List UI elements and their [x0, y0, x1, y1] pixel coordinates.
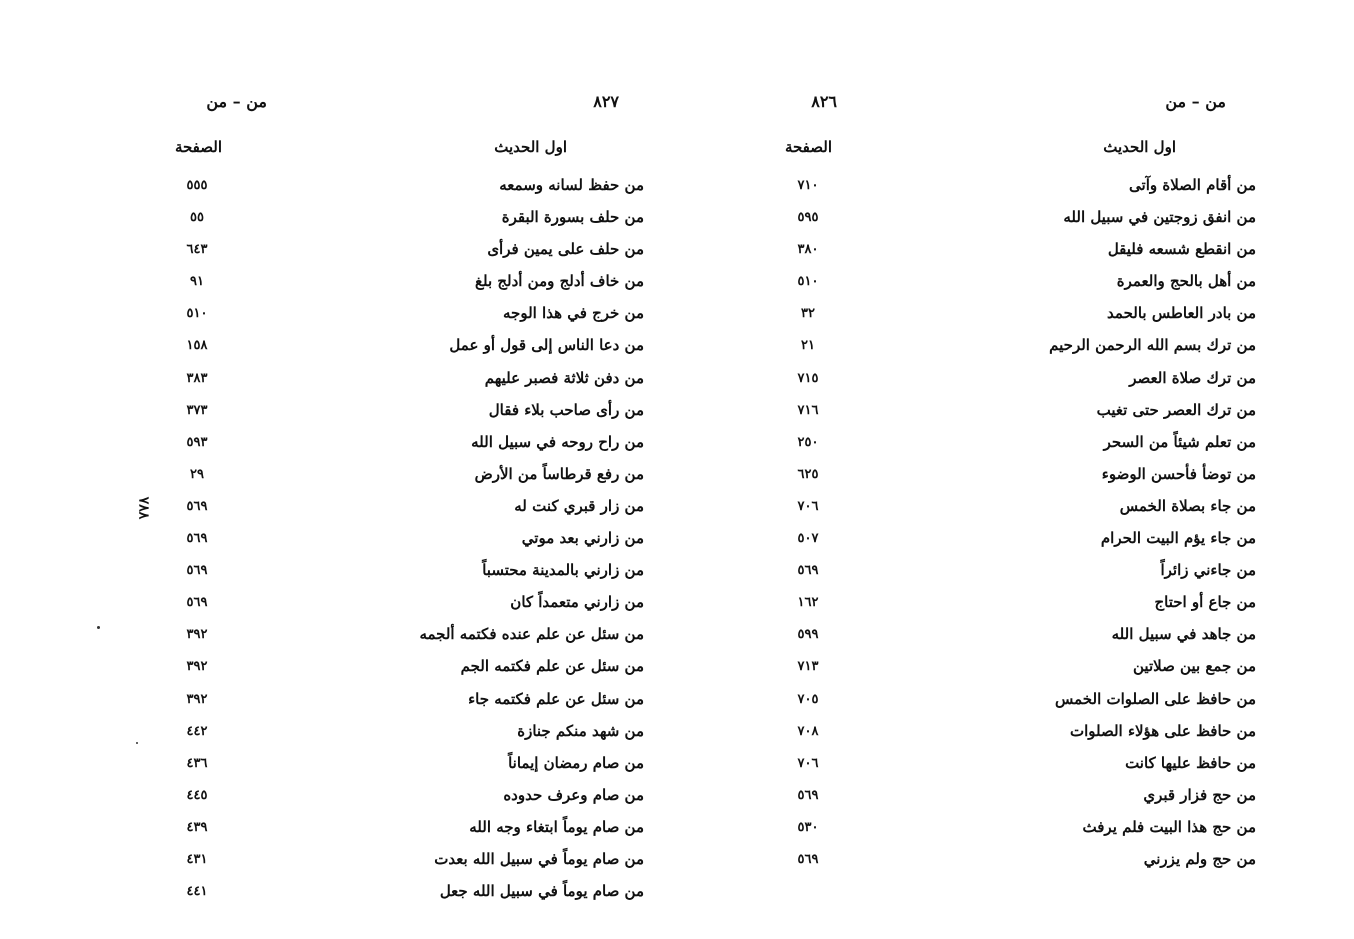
hadith-entry — [677, 525, 1354, 557]
hadith-page-number: ٤٤٢ — [186, 723, 208, 739]
marginal-number: ٧٨٨ — [135, 496, 152, 520]
hadith-page-number: ٥٦٩ — [186, 563, 208, 579]
hadith-page-number: ٥٦٩ — [186, 595, 208, 611]
hadith-page-number: ٤٣٦ — [186, 755, 208, 771]
hadith-opening-text: من توضأ فأحسن الوضوء — [1101, 464, 1256, 483]
hadith-page-number: ٣٩٢ — [186, 627, 208, 643]
hadith-page-number: ٥٥٥ — [186, 178, 208, 193]
hadith-opening-text: من صام يوماً في سبيل الله جعل — [439, 882, 644, 901]
hadith-entry — [0, 493, 677, 525]
hadith-page-number: ٥٩٣ — [186, 434, 208, 450]
right-page-number: ٨٢٦ — [811, 92, 837, 111]
hadith-opening-text: من صام رمضان إيماناً — [508, 753, 644, 772]
hadith-entry — [677, 846, 1354, 878]
hadith-opening-text: من زارني بعد موتي — [521, 529, 644, 548]
hadith-entry — [677, 621, 1354, 653]
hadith-opening-text: من انقطع شسعه فليقل — [1107, 240, 1256, 259]
hadith-page-number: ٥١٠ — [797, 274, 819, 290]
right-running-title: من – من — [1165, 92, 1226, 111]
hadith-entry — [0, 621, 677, 653]
hadith-opening-text: من راح روحه في سبيل الله — [471, 432, 644, 451]
hadith-page-number: ٥٦٩ — [797, 787, 819, 803]
hadith-opening-text: من بادر العاطس بالحمد — [1107, 304, 1256, 323]
scan-speck — [136, 742, 138, 744]
hadith-entry — [0, 236, 677, 268]
hadith-page-number: ٧٠٨ — [797, 723, 819, 739]
left-hadith-list — [0, 172, 677, 910]
hadith-entry — [677, 204, 1354, 236]
hadith-opening-text: من ترك صلاة العصر — [1129, 368, 1256, 387]
hadith-page-number: ٣٨٠ — [797, 242, 819, 258]
hadith-entry — [677, 814, 1354, 846]
hadith-entry — [677, 365, 1354, 397]
hadith-entry — [677, 686, 1354, 718]
hadith-entry — [677, 429, 1354, 461]
hadith-opening-text: من سئل عن علم عنده فكتمه ألجمه — [419, 625, 644, 644]
hadith-opening-text: من حافظ على الصلوات الخمس — [1055, 689, 1256, 708]
right-col-hadith-heading: اول الحديث — [1103, 138, 1176, 156]
right-hadith-list — [677, 172, 1354, 878]
hadith-opening-text: من خاف أدلج ومن أدلج بلغ — [475, 272, 644, 291]
hadith-page-number: ١٦٢ — [797, 595, 819, 611]
hadith-entry — [677, 750, 1354, 782]
hadith-page-number: ٣٨٣ — [186, 370, 208, 386]
hadith-page-number: ٧١٠ — [797, 178, 819, 193]
hadith-entry — [0, 846, 677, 878]
hadith-entry — [0, 300, 677, 332]
hadith-entry — [0, 172, 677, 204]
hadith-opening-text: من زارني متعمداً كان — [510, 593, 644, 612]
left-running-title: من – من — [206, 92, 267, 111]
hadith-opening-text: من أهل بالحج والعمرة — [1116, 272, 1256, 291]
hadith-opening-text: من حج هذا البيت فلم يرفث — [1082, 817, 1256, 836]
hadith-entry — [0, 589, 677, 621]
hadith-entry — [677, 300, 1354, 332]
hadith-entry — [0, 814, 677, 846]
hadith-opening-text: من جاء يؤم البيت الحرام — [1100, 529, 1256, 548]
hadith-page-number: ٤٣١ — [186, 851, 208, 867]
hadith-opening-text: من خرج في هذا الوجه — [503, 304, 644, 323]
hadith-entry — [677, 236, 1354, 268]
hadith-opening-text: من صام يوماً ابتغاء وجه الله — [469, 817, 644, 836]
hadith-entry — [677, 493, 1354, 525]
hadith-page-number: ٤٤١ — [186, 884, 208, 900]
hadith-opening-text: من حلف على يمين فرأى — [487, 240, 644, 259]
hadith-page-number: ٧١٦ — [797, 402, 819, 418]
hadith-opening-text: من سئل عن علم فكتمه الجم — [460, 657, 644, 676]
hadith-entry — [677, 461, 1354, 493]
hadith-opening-text: من شهد منكم جنازة — [517, 721, 644, 740]
hadith-page-number: ٣٢ — [801, 306, 815, 322]
hadith-opening-text: من صام وعرف حدوده — [503, 785, 644, 804]
hadith-page-number: ٥٦٩ — [186, 531, 208, 547]
hadith-opening-text: من جمع بين صلاتين — [1133, 657, 1256, 676]
left-col-hadith-heading: اول الحديث — [494, 138, 567, 156]
hadith-opening-text: من جاءني زائراً — [1160, 561, 1256, 580]
hadith-opening-text: من حلف بسورة البقرة — [501, 208, 644, 227]
left-col-page-heading: الصفحة — [174, 138, 222, 156]
hadith-opening-text: من جاهد في سبيل الله — [1111, 625, 1256, 644]
hadith-opening-text: من دعا الناس إلى قول أو عمل — [449, 336, 644, 355]
hadith-entry — [0, 750, 677, 782]
hadith-opening-text: من حج ولم يزرني — [1143, 849, 1256, 868]
hadith-opening-text: من تعلم شيئاً من السحر — [1103, 432, 1256, 451]
hadith-opening-text: من أقام الصلاة وآتى — [1129, 176, 1256, 194]
hadith-opening-text: من صام يوماً في سبيل الله بعدت — [434, 849, 644, 868]
hadith-entry — [677, 332, 1354, 364]
hadith-page-number: ٢١ — [801, 338, 815, 354]
hadith-page-number: ٣٩٢ — [186, 659, 208, 675]
hadith-entry — [677, 718, 1354, 750]
hadith-opening-text: من انفق زوجتين في سبيل الله — [1063, 208, 1256, 227]
hadith-entry — [0, 332, 677, 364]
hadith-page-number: ٧١٣ — [797, 659, 819, 675]
hadith-opening-text: من جاع أو احتاج — [1154, 593, 1256, 612]
hadith-opening-text: من زارني بالمدينة محتسباً — [482, 561, 644, 580]
hadith-opening-text: من جاء بصلاة الخمس — [1119, 496, 1256, 515]
hadith-page-number: ٣٧٣ — [186, 402, 208, 418]
hadith-page-number: ٤٣٩ — [186, 819, 208, 835]
hadith-entry — [677, 589, 1354, 621]
hadith-entry — [0, 461, 677, 493]
hadith-entry — [0, 782, 677, 814]
hadith-entry — [0, 557, 677, 589]
hadith-entry — [677, 557, 1354, 589]
left-page-number: ٨٢٧ — [593, 92, 619, 111]
hadith-opening-text: من ترك العصر حتى تغيب — [1096, 400, 1256, 419]
hadith-page-number: ٥٩٩ — [797, 627, 819, 643]
hadith-page-number: ٥٩٥ — [797, 210, 819, 226]
hadith-page-number: ٧١٥ — [797, 370, 819, 386]
hadith-entry — [0, 429, 677, 461]
hadith-opening-text: من رفع قرطاساً من الأرض — [474, 464, 644, 483]
hadith-entry — [0, 268, 677, 300]
hadith-opening-text: من حافظ على هؤلاء الصلوات — [1069, 721, 1256, 740]
hadith-entry — [0, 653, 677, 685]
hadith-opening-text: من حج فزار قبري — [1143, 785, 1256, 804]
hadith-entry — [0, 686, 677, 718]
hadith-entry — [677, 172, 1354, 204]
hadith-page-number: ٧٠٦ — [797, 755, 819, 771]
hadith-entry — [677, 268, 1354, 300]
hadith-page-number: ٦٤٣ — [186, 242, 208, 258]
hadith-page-number: ٥٠٧ — [797, 531, 819, 547]
hadith-opening-text: من حافظ عليها كانت — [1125, 753, 1256, 772]
scan-speck — [97, 626, 100, 629]
hadith-opening-text: من دفن ثلاثة فصبر عليهم — [484, 368, 644, 387]
hadith-page-number: ٧٠٥ — [797, 691, 819, 707]
hadith-page-number: ٥١٠ — [186, 306, 208, 322]
hadith-opening-text: من حفظ لسانه وسمعه — [499, 176, 644, 194]
hadith-page-number: ١٥٨ — [186, 338, 208, 354]
hadith-entry — [0, 365, 677, 397]
hadith-page-number: ٢٩ — [190, 466, 204, 482]
hadith-entry — [0, 525, 677, 557]
hadith-page-number: ٤٤٥ — [186, 787, 208, 803]
hadith-entry — [677, 397, 1354, 429]
hadith-entry — [0, 397, 677, 429]
hadith-opening-text: من زار قبري كنت له — [514, 496, 644, 515]
hadith-page-number: ٥٣٠ — [797, 819, 819, 835]
hadith-opening-text: من سئل عن علم فكتمه جاء — [468, 689, 644, 708]
hadith-entry — [0, 878, 677, 910]
hadith-entry — [677, 782, 1354, 814]
hadith-page-number: ٩١ — [190, 274, 204, 290]
hadith-opening-text: من ترك بسم الله الرحمن الرحيم — [1049, 336, 1256, 355]
hadith-page-number: ٢٥٠ — [797, 434, 819, 450]
hadith-page-number: ٥٦٩ — [186, 498, 208, 514]
hadith-page-number: ٧٠٦ — [797, 498, 819, 514]
hadith-page-number: ٥٦٩ — [797, 563, 819, 579]
hadith-page-number: ٥٥ — [190, 210, 204, 226]
hadith-opening-text: من رأى صاحب بلاء فقال — [488, 400, 644, 419]
hadith-entry — [677, 653, 1354, 685]
hadith-page-number: ٦٢٥ — [797, 466, 819, 482]
hadith-entry — [0, 204, 677, 236]
hadith-entry — [0, 718, 677, 750]
right-col-page-heading: الصفحة — [784, 138, 832, 156]
hadith-page-number: ٥٦٩ — [797, 851, 819, 867]
right-page — [677, 0, 1354, 939]
hadith-page-number: ٣٩٢ — [186, 691, 208, 707]
